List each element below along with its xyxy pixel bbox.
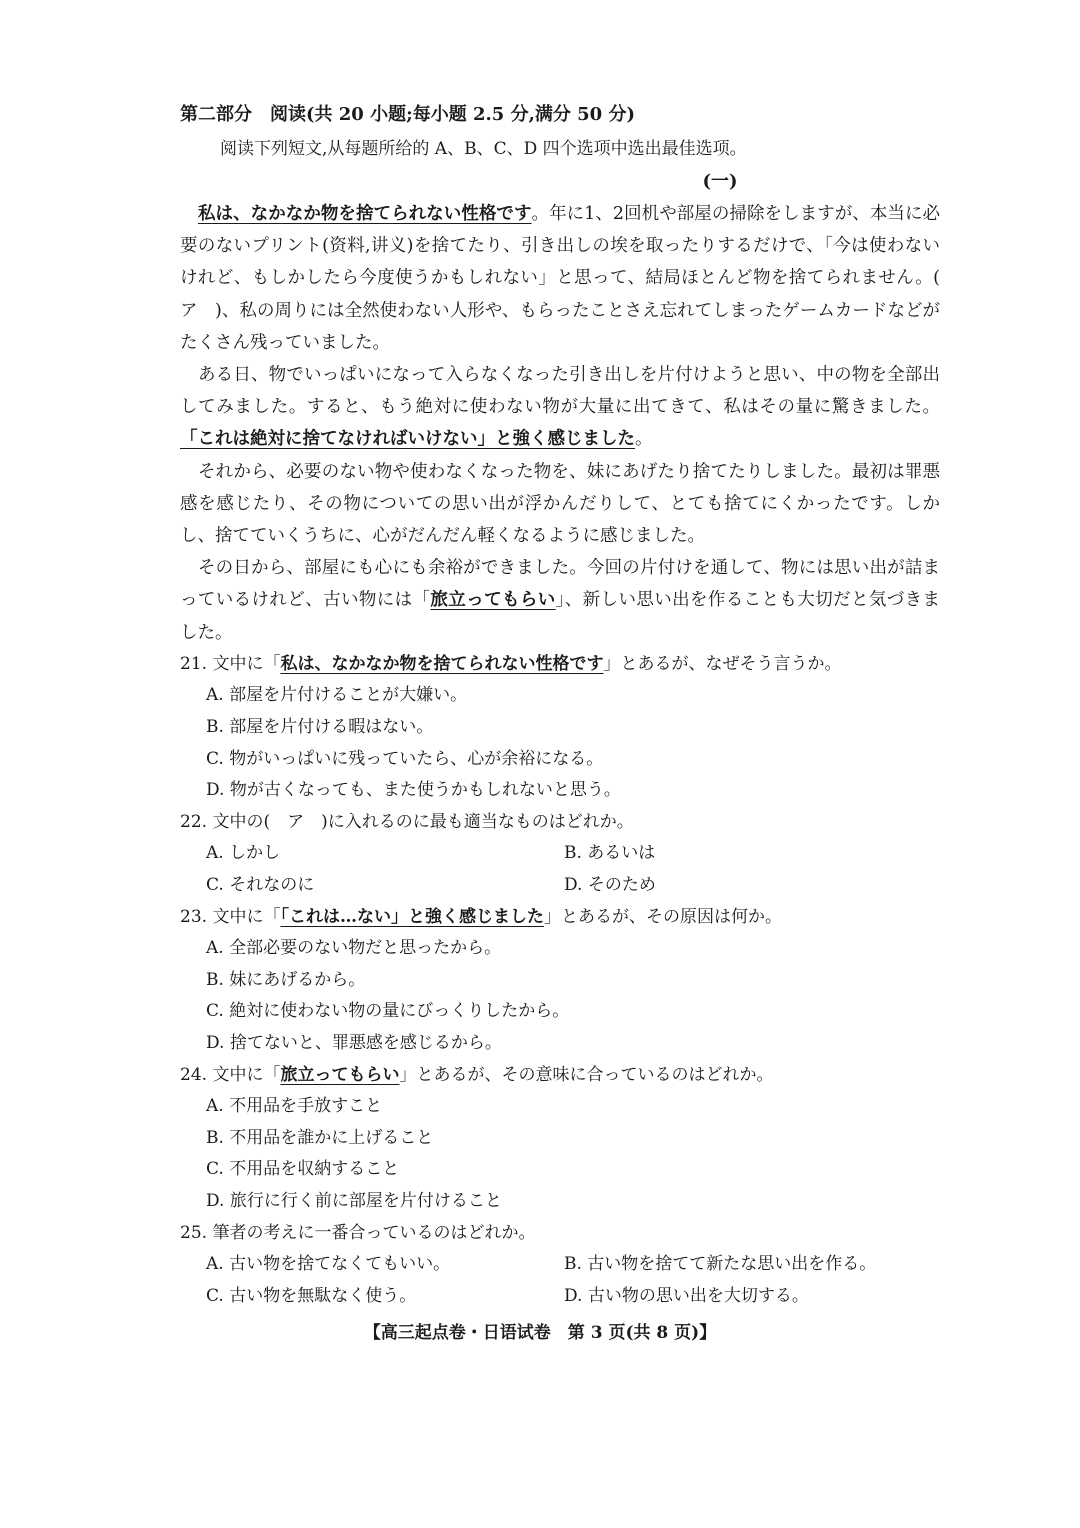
option-b[interactable]: B. 古い物を捨てて新たな思い出を作る。 bbox=[564, 1254, 877, 1275]
stem-text: 」とあるが、なぜそう言うか。 bbox=[603, 653, 842, 674]
question-23-options bbox=[180, 933, 940, 1059]
stem-text: 」とあるが、その原因は何か。 bbox=[543, 906, 782, 927]
passage-paragraph-3: それから、必要のない物や使わなくなった物を、妹にあげたり捨てたりしました。最初は罪悪感を感じたり、その物についての思い出が浮かんだりして、とても捨てにくかったです。しかし、捨てていくうちに、心がだんだん軽くなるように感じました。 bbox=[180, 461, 940, 547]
paragraph-text: その日から、部屋にも心にも余裕ができました。今回の片付けを通して、物には思い出が詰まっているけれど、古い物には「 bbox=[180, 558, 940, 611]
question-21-options bbox=[180, 680, 940, 806]
question-23-stem bbox=[180, 902, 940, 934]
option-c[interactable]: C. 絶対に使わない物の量にびっくりしたから。 bbox=[206, 1001, 570, 1022]
option-a[interactable]: A. しかし bbox=[206, 843, 281, 864]
underlined-phrase: 「これは…ない」と強く感じました bbox=[280, 906, 544, 927]
option-d[interactable]: D. 捨てないと、罪悪感を感じるから。 bbox=[206, 1032, 502, 1053]
question-24-options bbox=[180, 1091, 940, 1217]
option-b[interactable]: B. あるいは bbox=[564, 843, 656, 864]
option-c[interactable]: C. 物がいっぱいに残っていたら、心が余裕になる。 bbox=[206, 748, 604, 769]
stem-text: 」とあるが、その意味に合っているのはどれか。 bbox=[399, 1064, 774, 1085]
question-22-options bbox=[180, 838, 940, 901]
page-content bbox=[180, 98, 958, 1312]
question-25-options bbox=[180, 1249, 940, 1312]
stem-text: 21. 文中に「 bbox=[180, 653, 281, 674]
option-d[interactable]: D. そのため bbox=[564, 875, 656, 895]
option-d[interactable]: D. 旅行に行く前に部屋を片付けること bbox=[206, 1190, 502, 1211]
question-24-stem bbox=[180, 1060, 940, 1092]
page-footer: 【高三起点卷・日语试卷 第 3 页(共 8 页)】 bbox=[363, 1323, 717, 1343]
option-b[interactable]: B. 部屋を片付ける暇はない。 bbox=[206, 717, 434, 738]
question-22-stem: 22. 文中の( ア )に入れるのに最も適当なものはどれか。 bbox=[180, 811, 634, 832]
option-b[interactable]: B. 不用品を誰かに上げること bbox=[206, 1127, 434, 1148]
question-21-stem bbox=[180, 649, 940, 681]
paragraph-text: 」、新しい思い出を作ることも大切だと気づきました。 bbox=[180, 590, 941, 643]
passage-paragraph-2 bbox=[180, 359, 940, 456]
question-25-stem: 25. 筆者の考えに一番合っているのはどれか。 bbox=[180, 1222, 536, 1243]
option-a[interactable]: A. 古い物を捨てなくてもいい。 bbox=[206, 1254, 451, 1275]
option-c[interactable]: C. それなのに bbox=[206, 875, 315, 895]
underlined-phrase: 私は、なかなか物を捨てられない性格です bbox=[280, 653, 604, 674]
stem-text: 23. 文中に「 bbox=[180, 906, 281, 927]
passage-number: (一) bbox=[702, 171, 738, 192]
option-a[interactable]: A. 不用品を手放すこと bbox=[206, 1096, 383, 1117]
option-d[interactable]: D. 古い物の思い出を大切する。 bbox=[564, 1285, 809, 1306]
passage-paragraph-4 bbox=[180, 552, 940, 649]
stem-text: 24. 文中に「 bbox=[180, 1064, 281, 1085]
paragraph-text: 。年に1、2回机や部屋の掃除をしますが、本当に必要のないプリント(资料,讲义)を捨てたり、引き出しの埃を取ったりするだけで、「今は使わないけれど、もしかしたら今度使うかもしれない」と思って、結局ほとんど物を捨てられません。( ア )、私の周りには全然使わない人形や、もらったことさえ忘れてしまったゲームカードなどがたくさん残っていました。 bbox=[180, 204, 958, 353]
paragraph-text: 。 bbox=[635, 429, 653, 450]
underlined-phrase: 旅立ってもらい bbox=[430, 590, 556, 611]
option-d[interactable]: D. 物が古くなっても、また使うかもしれないと思う。 bbox=[206, 780, 621, 801]
option-a[interactable]: A. 全部必要のない物だと思ったから。 bbox=[206, 938, 502, 959]
option-a[interactable]: A. 部屋を片付けることが大嫌い。 bbox=[206, 685, 468, 706]
section-title: 第二部分 阅读(共 20 小题;每小题 2.5 分,满分 50 分) bbox=[180, 104, 635, 125]
option-b[interactable]: B. 妹にあげるから。 bbox=[206, 969, 366, 990]
passage-paragraph-1 bbox=[180, 198, 958, 359]
paragraph-text: ある日、物でいっぱいになって入らなくなった引き出しを片付けようと思い、中の物を全部出してみました。すると、もう絶対に使わない物が大量に出てきて、私はその量に驚きました。 bbox=[180, 365, 940, 418]
underlined-phrase: 私は、なかなか物を捨てられない性格です bbox=[198, 204, 532, 224]
option-c[interactable]: C. 古い物を無駄なく使う。 bbox=[206, 1285, 417, 1306]
option-c[interactable]: C. 不用品を収納すること bbox=[206, 1159, 400, 1180]
instruction: 阅读下列短文,从每题所给的 A、B、C、D 四个选项中选出最佳选项。 bbox=[220, 139, 747, 159]
underlined-phrase: 「これは絶対に捨てなければいけない」と強く感じました bbox=[180, 429, 635, 450]
underlined-phrase: 旅立ってもらい bbox=[280, 1064, 400, 1085]
